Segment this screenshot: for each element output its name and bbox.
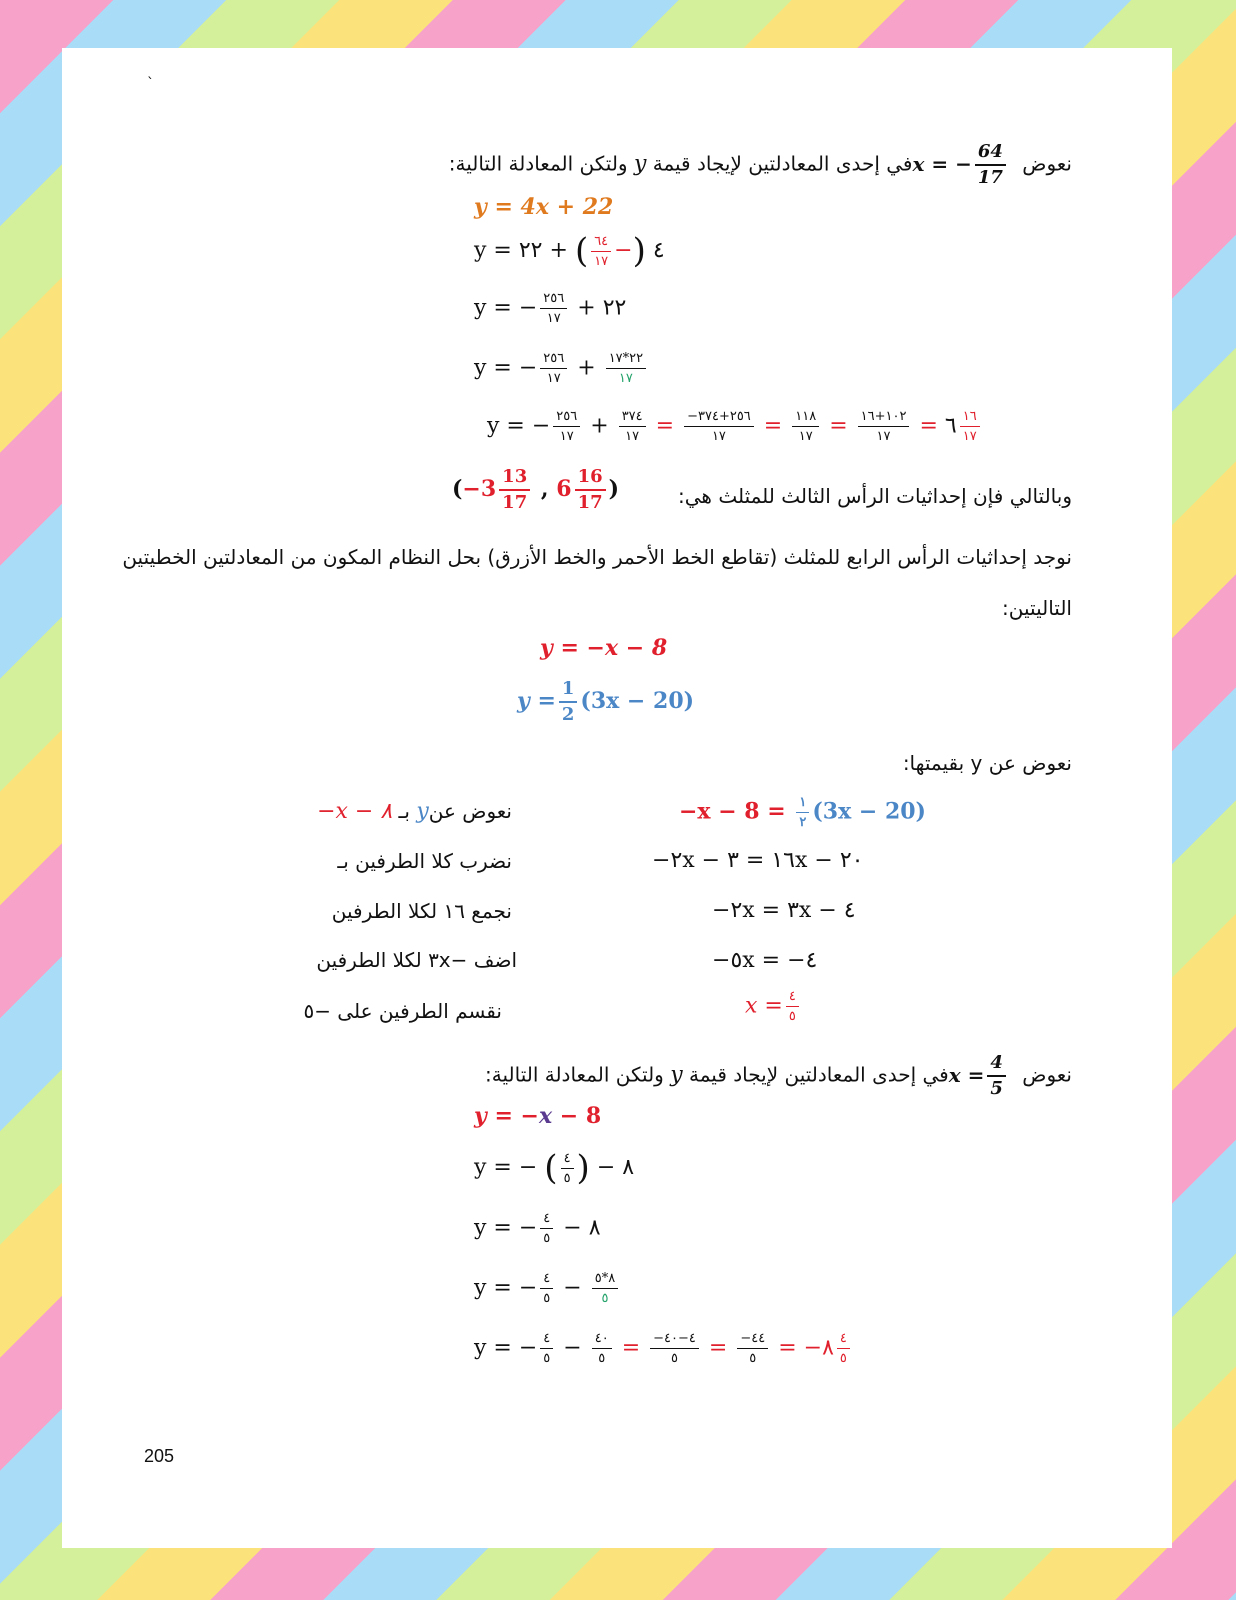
step4-reason: اضف −٣x لكلا الطرفين — [316, 948, 517, 972]
sec1-line1: y = ٤ (− $\frac{٦٤}{١٧}$ ) + ٢٢ — [474, 231, 665, 271]
sec1-intro-end: ولتكن المعادلة التالية: — [448, 151, 628, 176]
step1-eq: −x − 8 = $\frac{١}{٢}$ (3x − 20) — [679, 795, 926, 830]
sec1-line2-frac: $\frac{٢٥٦}{١٧}$ — [540, 292, 567, 325]
step5-reason: نقسم الطرفين على −٥ — [303, 999, 502, 1023]
sec3-line2: y = − $\frac{٤}{٥}$ − ٨ — [474, 1211, 601, 1246]
sec1-intro-minus: − — [955, 151, 972, 176]
sec2-subst-text: نعوض عن y بقيمتها: — [902, 751, 1072, 775]
sec2-eq-red: y = −x − 8 — [540, 635, 668, 661]
sec3-line1: y = − ( $\frac{٤}{٥}$ ) − ٨ — [474, 1148, 635, 1188]
sec1-result-point: (−3 $\frac{13}{17}$ , 6 $\frac{16}{17}$ ) — [452, 466, 620, 513]
step5-eq: x = $\frac{٤}{٥}$ — [745, 990, 802, 1023]
step2-reason: نضرب كلا الطرفين بـ — [337, 849, 512, 873]
page-number: 205 — [144, 1446, 175, 1466]
sec1-intro — [449, 143, 1072, 187]
sec3-line3: y = − $\frac{٤}{٥}$ − $\frac{٨*٥}{٥}$ — [474, 1272, 621, 1305]
sec1-intro-x: x = — [912, 151, 949, 176]
sec2-eq-blue: y = $\frac{1}{2}$ (3x − 20) — [517, 678, 695, 725]
sec1-line4: y = − $\frac{٢٥٦}{١٧}$ + $\frac{٣٧٤}{١٧}$ = $\frac{-٢٥٦+٣٧٤}{١٧}$ = $\frac{١١٨}{١٧}$ = $\frac{١٠٢+١٦}{١٧}$ = ٦ $\frac{١٦}{١٧}$ — [487, 410, 983, 443]
step4-eq: −٥x = −٤ — [712, 948, 818, 973]
sec2-para-line2: التاليتين: — [1002, 596, 1072, 620]
sec1-line3: y = − $\frac{٢٥٦}{١٧}$ + $\frac{٢٢*١٧}{١٧}$ — [474, 352, 649, 385]
sec1-intro-pre: نعوض — [1022, 151, 1072, 176]
sec1-line1-frac: $\frac{٦٤}{١٧}$ — [591, 235, 611, 268]
sec1-result-text: وبالتالي فإن إحداثيات الرأس الثالث للمثلث هي: — [678, 484, 1072, 508]
sec1-intro-math — [912, 141, 1015, 188]
sec3-intro: نعوض x = $\frac{4}{5}$ في إحدى المعادلتين لإيجاد قيمة y ولتكن المعادلة التالية: — [485, 1052, 1072, 1099]
sec3-line4: y = − $\frac{٤}{٥}$ − $\frac{٤٠}{٥}$ = $\frac{-٤-٤٠}{٥}$ = $\frac{-٤٤}{٥}$ = −٨ $\frac{٤}{٥}$ — [474, 1332, 853, 1365]
step3-eq: −٢x = ٣x − ٤ — [712, 898, 856, 923]
sec1-intro-frac: $\frac{64}{17}$ — [975, 143, 1006, 187]
step2-eq: −٢x − ١٦ = ٣x − ٢٠ — [652, 848, 864, 873]
step1-reason: نعوض عنy بـ −x − ٨ — [317, 799, 512, 824]
sec3-equation: y = −x − 8 — [474, 1103, 602, 1129]
sec1-line2: y = − $\frac{٢٥٦}{١٧}$ + ٢٢ — [474, 291, 627, 326]
sec2-para-line1: نوجد إحداثيات الرأس الرابع للمثلث (تقاطع الخط الأحمر والخط الأزرق) بحل النظام المكون من المعادلتين الخطيتين — [122, 545, 1072, 569]
sec1-line3-frac2: $\frac{٢٢*١٧}{١٧}$ — [606, 352, 646, 385]
corner-mark: ` — [147, 76, 154, 92]
sec1-equation: y = 4x + 22 — [474, 194, 614, 220]
sec1-intro-y: y — [633, 151, 647, 177]
sec1-intro-post: في إحدى المعادلتين لإيجاد قيمة — [652, 151, 913, 176]
page — [62, 48, 1172, 1548]
step3-reason: نجمع ١٦ لكلا الطرفين — [331, 899, 512, 923]
